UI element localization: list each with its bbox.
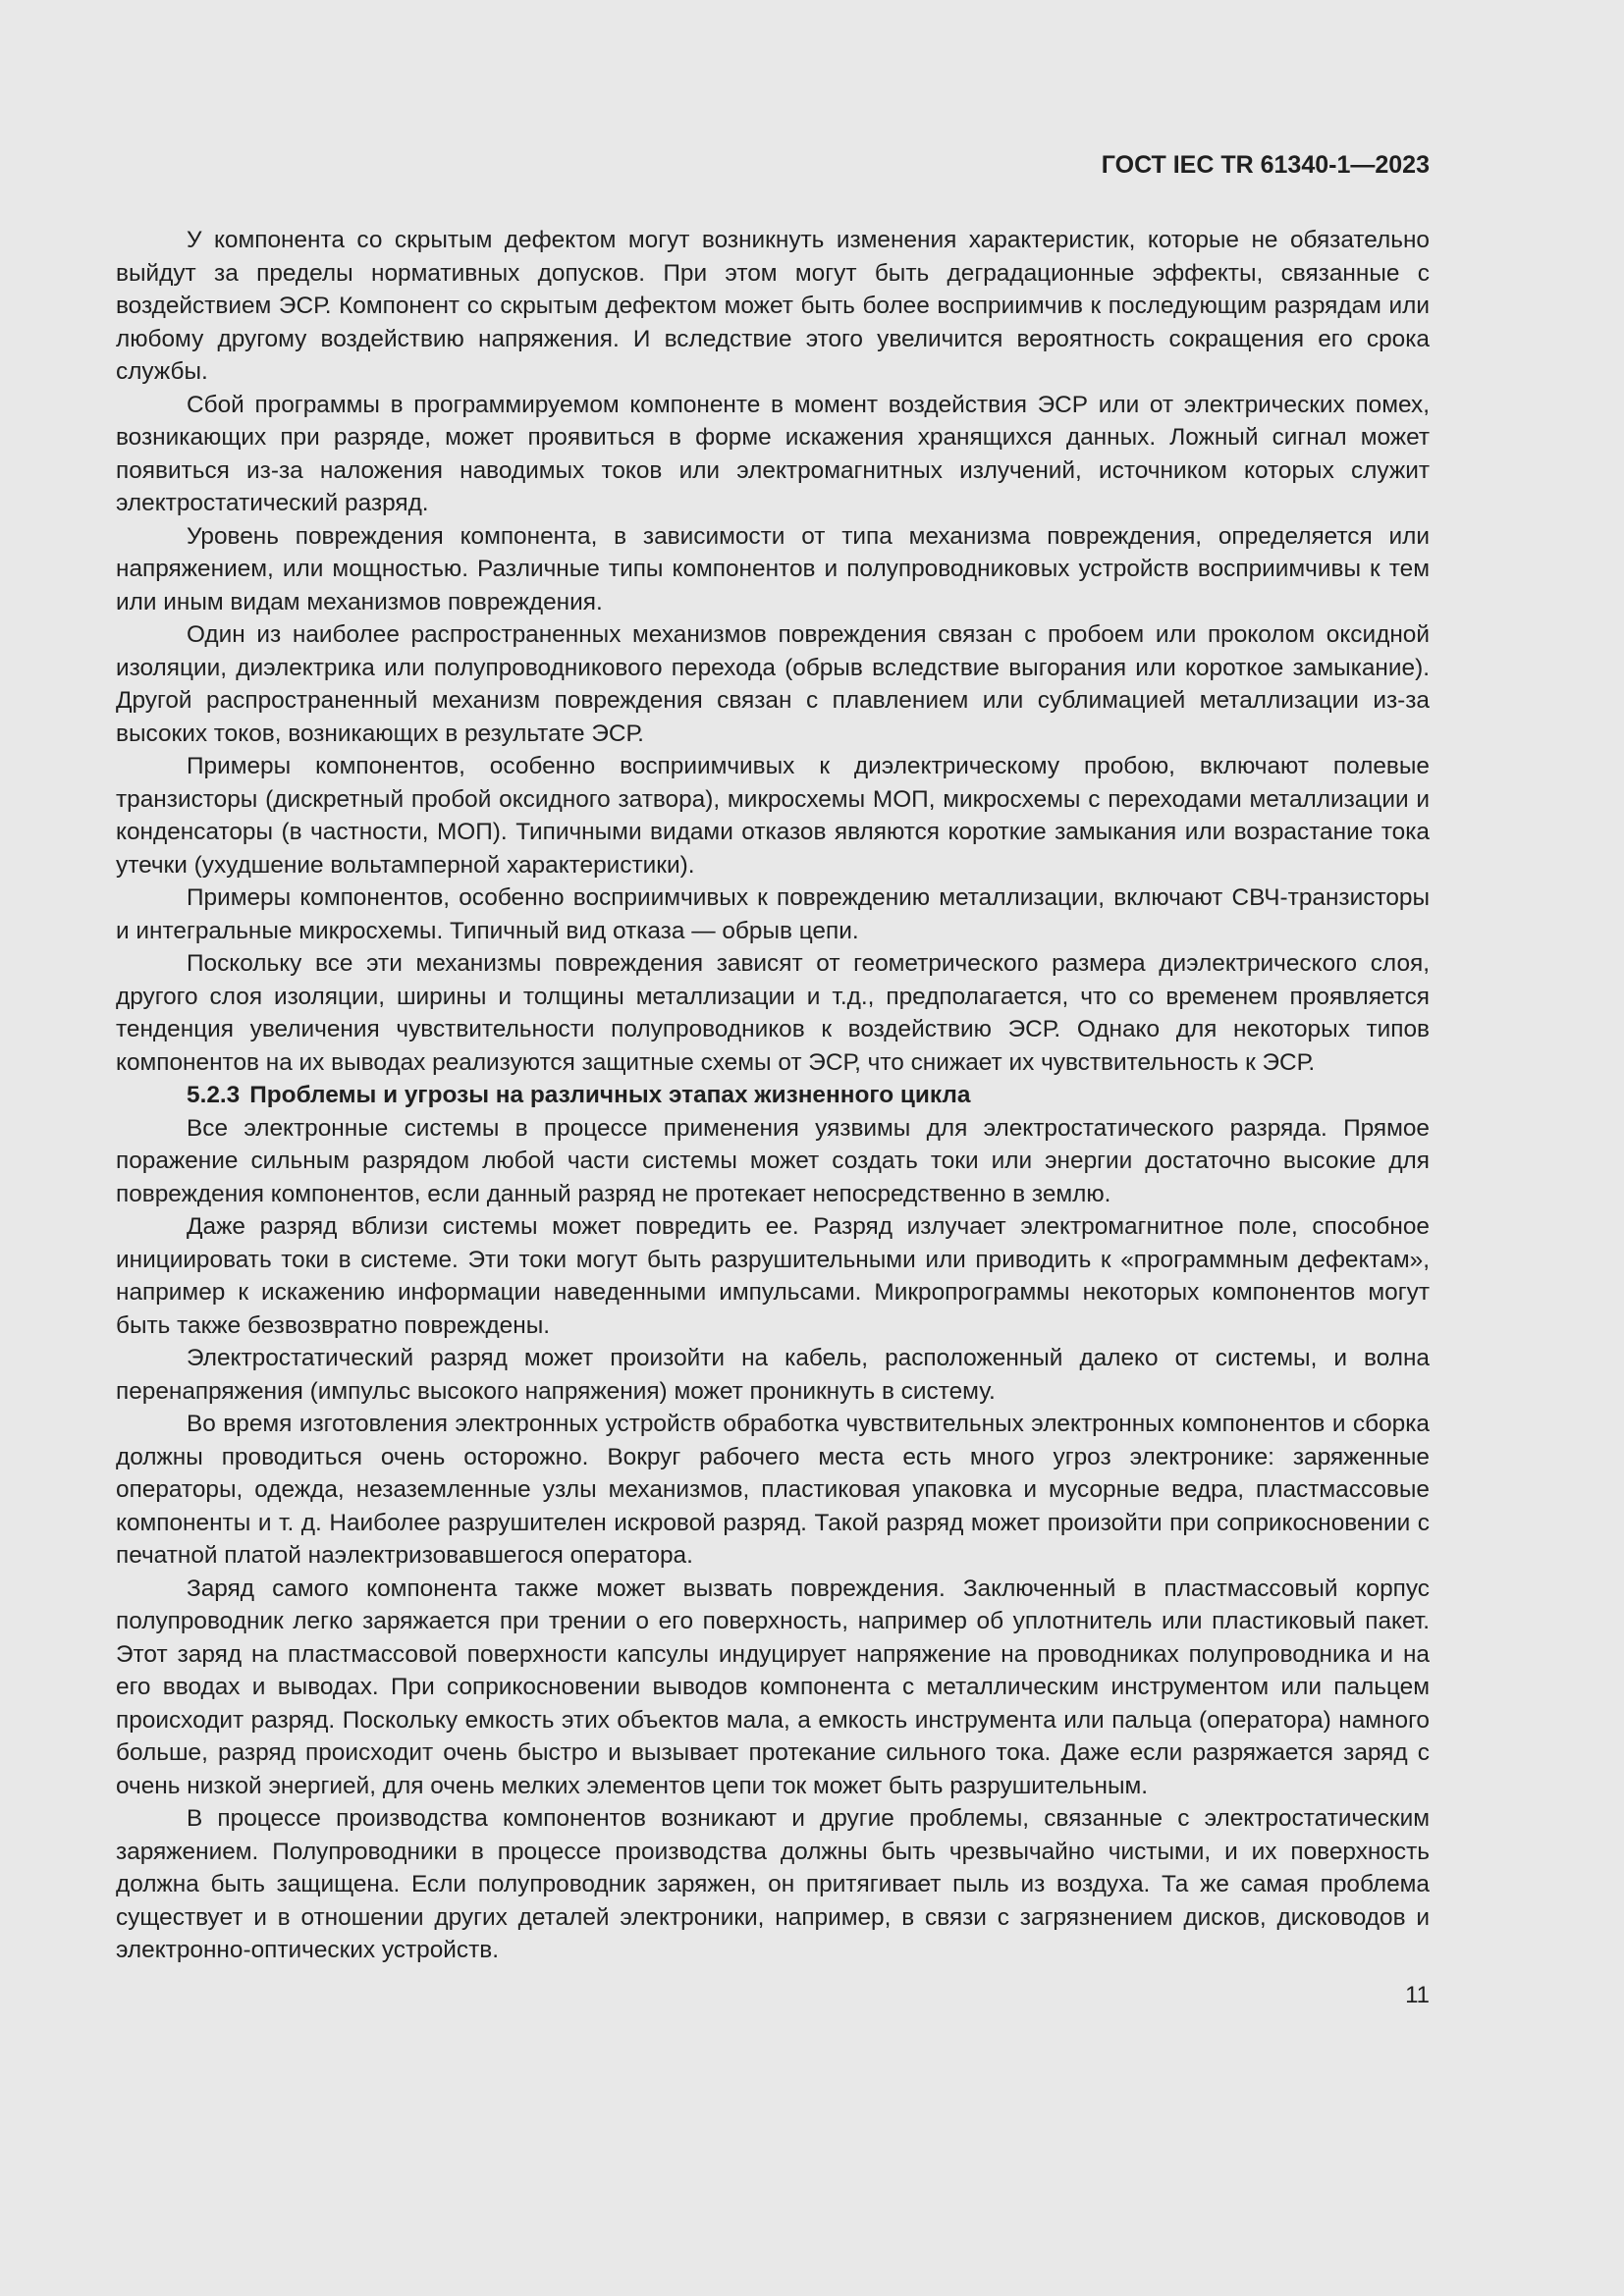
paragraph: Заряд самого компонента также может вызвать повреждения. Заключенный в пластмассовый корпус полупроводник легко заряжается при трении о его поверхность, например об уплотнитель или пластиковый пакет. Этот заряд на пластмассовой поверхности капсулы индуцирует напряжение на проводниках полупроводника и на его вводах и выводах. При соприкосновении выводов компонента с металлическим инструментом или пальцем происходит разряд. Поскольку емкость этих объектов мала, а емкость инструмента или пальца (оператора) намного больше, разряд происходит очень быстро и вызывает протекание сильного тока. Даже если разряжается заряд с очень низкой энергией, для очень мелких элементов цепи ток может быть разрушительным. (116, 1575, 1430, 1799)
document-code-header: ГОСТ IEC TR 61340-1—2023 (1101, 151, 1430, 179)
paragraph: Все электронные системы в процессе применения уязвимы для электростатического разряда. Прямое поражение сильным разрядом любой части системы может создать токи или энергии достаточно высокие для повреждения компонентов, если данный разряд не протекает непосредственно в землю. (116, 1114, 1430, 1207)
paragraph: Даже разряд вблизи системы может повредить ее. Разряд излучает электромагнитное поле, способное инициировать токи в системе. Эти токи могут быть разрушительными или приводить к «программным дефектам», например к искажению информации наведенными импульсами. Микропрограммы некоторых компонентов могут быть также безвозвратно повреждены. (116, 1213, 1430, 1339)
paragraph: Примеры компонентов, особенно восприимчивых к повреждению металлизации, включают СВЧ-транзисторы и интегральные микросхемы. Типичный вид отказа — обрыв цепи. (116, 884, 1430, 944)
paragraph: У компонента со скрытым дефектом могут возникнуть изменения характеристик, которые не обязательно выйдут за пределы нормативных допусков. При этом могут быть деградационные эффекты, связанные с воздействием ЭСР. Компонент со скрытым дефектом может быть более восприимчив к последующим разрядам или любому другому воздействию напряжения. И вследствие этого увеличится вероятность сокращения его срока службы. (116, 227, 1430, 385)
body-text (116, 224, 1430, 1967)
section-heading (116, 1079, 1430, 1112)
document-page (116, 147, 1430, 2012)
section-number: 5.2.3 (187, 1082, 241, 1108)
section-title: Проблемы и угрозы на различных этапах жизненного цикла (249, 1082, 971, 1108)
page-number: 11 (1405, 1981, 1430, 2008)
paragraph: Поскольку все эти механизмы повреждения зависят от геометрического размера диэлектрического слоя, другого слоя изоляции, ширины и толщины металлизации и т.д., предполагается, что со временем проявляется тенденция увеличения чувствительности полупроводников к воздействию ЭСР. Однако для некоторых типов компонентов на их выводах реализуются защитные схемы от ЭСР, что снижает их чувствительность к ЭСР. (116, 950, 1430, 1076)
paragraph: Примеры компонентов, особенно восприимчивых к диэлектрическому пробою, включают полевые транзисторы (дискретный пробой оксидного затвора), микросхемы МОП, микросхемы с переходами металлизации и конденсаторы (в частности, МОП). Типичными видами отказов являются короткие замыкания или возрастание тока утечки (ухудшение вольтамперной характеристики). (116, 753, 1430, 879)
paragraph: Уровень повреждения компонента, в зависимости от типа механизма повреждения, определяется или напряжением, или мощностью. Различные типы компонентов и полупроводниковых устройств восприимчивы к тем или иным видам механизмов повреждения. (116, 522, 1430, 615)
paragraph: Один из наиболее распространенных механизмов повреждения связан с пробоем или проколом оксидной изоляции, диэлектрика или полупроводникового перехода (обрыв вследствие выгорания или короткое замыкание). Другой распространенный механизм повреждения связан с плавлением или сублимацией металлизации из-за высоких токов, возникающих в результате ЭСР. (116, 621, 1430, 747)
paragraph: Во время изготовления электронных устройств обработка чувствительных электронных компонентов и сборка должны проводиться очень осторожно. Вокруг рабочего места есть много угроз электронике: заряженные операторы, одежда, незаземленные узлы механизмов, пластиковая упаковка и мусорные ведра, пластмассовые компоненты и т. д. Наиболее разрушителен искровой разряд. Такой разряд может произойти при соприкосновении с печатной платой наэлектризовавшегося оператора. (116, 1411, 1430, 1569)
paragraph: В процессе производства компонентов возникают и другие проблемы, связанные с электростатическим заряжением. Полупроводники в процессе производства должны быть чрезвычайно чистыми, и их поверхность должна быть защищена. Если полупроводник заряжен, он притягивает пыль из воздуха. Та же самая проблема существует и в отношении других деталей электроники, например, в связи с загрязнением дисков, дисководов и электронно-оптических устройств. (116, 1805, 1430, 1963)
paragraph: Сбой программы в программируемом компоненте в момент воздействия ЭСР или от электрических помех, возникающих при разряде, может проявиться в форме искажения хранящихся данных. Ложный сигнал может появиться из-за наложения наводимых токов или электромагнитных излучений, источником которых служит электростатический разряд. (116, 391, 1430, 516)
paragraph: Электростатический разряд может произойти на кабель, расположенный далеко от системы, и волна перенапряжения (импульс высокого напряжения) может проникнуть в систему. (116, 1345, 1430, 1405)
